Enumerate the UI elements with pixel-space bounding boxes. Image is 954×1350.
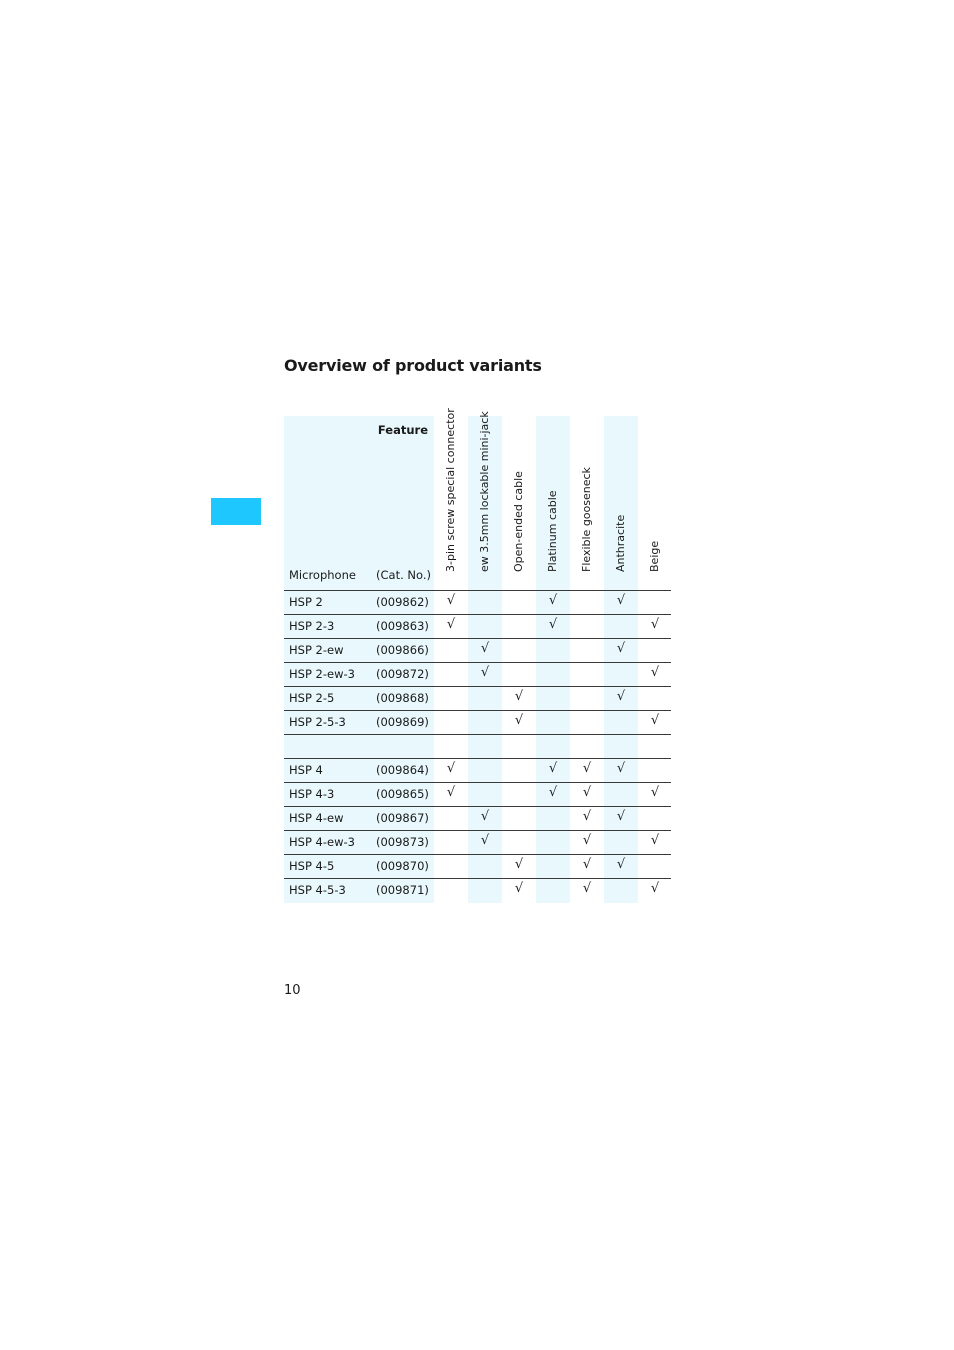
catalog-number: (009873) (376, 835, 429, 849)
column-header (570, 416, 604, 586)
microphone-name: HSP 4-ew-3 (289, 835, 355, 849)
column-header-label: Flexible gooseneck (580, 467, 593, 572)
table-row (284, 734, 671, 758)
check-mark: √ (548, 785, 558, 800)
check-mark: √ (480, 665, 490, 680)
check-mark: √ (650, 785, 660, 800)
check-mark: √ (480, 833, 490, 848)
table-row (284, 614, 671, 638)
check-mark: √ (446, 617, 456, 632)
column-header (502, 416, 536, 586)
check-mark: √ (548, 617, 558, 632)
microphone-name: HSP 2-5-3 (289, 715, 346, 729)
column-header (468, 411, 502, 586)
page-title: Overview of product variants (284, 356, 542, 375)
microphone-name: HSP 2-ew (289, 643, 344, 657)
microphone-name: HSP 4 (289, 763, 323, 777)
check-mark: √ (582, 809, 592, 824)
page-number: 10 (284, 983, 301, 998)
table-row (284, 710, 671, 734)
microphone-name: HSP 4-3 (289, 787, 335, 801)
column-header (434, 408, 468, 586)
table-row (284, 878, 671, 902)
column-header-label: Platinum cable (546, 490, 559, 572)
catalog-number: (009870) (376, 859, 429, 873)
catalog-number: (009866) (376, 643, 429, 657)
check-mark: √ (616, 857, 626, 872)
column-header-label: ew 3.5mm lockable mini-jack (478, 411, 491, 572)
check-mark: √ (650, 617, 660, 632)
table-row (284, 830, 671, 854)
microphone-name: HSP 2-3 (289, 619, 335, 633)
microphone-name: HSP 4-5 (289, 859, 335, 873)
column-header-label: Anthracite (614, 514, 627, 572)
section-marker-tab (211, 498, 261, 525)
check-mark: √ (480, 809, 490, 824)
check-mark: √ (514, 689, 524, 704)
column-header-label: Open-ended cable (512, 471, 525, 572)
catalog-number: (009871) (376, 883, 429, 897)
catalog-number: (009867) (376, 811, 429, 825)
check-mark: √ (582, 833, 592, 848)
check-mark: √ (582, 857, 592, 872)
check-mark: √ (616, 689, 626, 704)
check-mark: √ (616, 809, 626, 824)
check-mark: √ (480, 641, 490, 656)
catalog-number: (009872) (376, 667, 429, 681)
catalog-number: (009869) (376, 715, 429, 729)
table-row (284, 662, 671, 686)
check-mark: √ (650, 833, 660, 848)
column-header (638, 416, 672, 586)
feature-header: Feature (377, 423, 428, 437)
column-header (604, 416, 638, 586)
check-mark: √ (650, 713, 660, 728)
catalog-number: (009862) (376, 595, 429, 609)
check-mark: √ (514, 857, 524, 872)
microphone-name: HSP 2-5 (289, 691, 335, 705)
column-header-label: Beige (648, 540, 661, 572)
catno-header: (Cat. No.) (376, 568, 431, 582)
table-row (284, 854, 671, 878)
check-mark: √ (514, 713, 524, 728)
check-mark: √ (616, 761, 626, 776)
microphone-name: HSP 4-5-3 (289, 883, 346, 897)
check-mark: √ (650, 665, 660, 680)
table-row (284, 782, 671, 806)
catalog-number: (009864) (376, 763, 429, 777)
check-mark: √ (446, 785, 456, 800)
check-mark: √ (616, 593, 626, 608)
table-row (284, 806, 671, 830)
check-mark: √ (582, 785, 592, 800)
check-mark: √ (582, 881, 592, 896)
check-mark: √ (616, 641, 626, 656)
check-mark: √ (514, 881, 524, 896)
check-mark: √ (548, 761, 558, 776)
catalog-number: (009863) (376, 619, 429, 633)
column-header-label: 3-pin screw special connector (444, 408, 457, 572)
check-mark: √ (446, 761, 456, 776)
check-mark: √ (582, 761, 592, 776)
microphone-name: HSP 2 (289, 595, 323, 609)
catalog-number: (009865) (376, 787, 429, 801)
check-mark: √ (446, 593, 456, 608)
catalog-number: (009868) (376, 691, 429, 705)
product-variants-table (284, 408, 671, 903)
microphone-name: HSP 4-ew (289, 811, 344, 825)
check-mark: √ (548, 593, 558, 608)
table-row (284, 686, 671, 710)
check-mark: √ (650, 881, 660, 896)
column-header (536, 416, 570, 586)
table-row (284, 758, 671, 782)
microphone-name: HSP 2-ew-3 (289, 667, 355, 681)
microphone-header: Microphone (289, 568, 356, 582)
table-row (284, 638, 671, 662)
table-row (284, 590, 671, 614)
